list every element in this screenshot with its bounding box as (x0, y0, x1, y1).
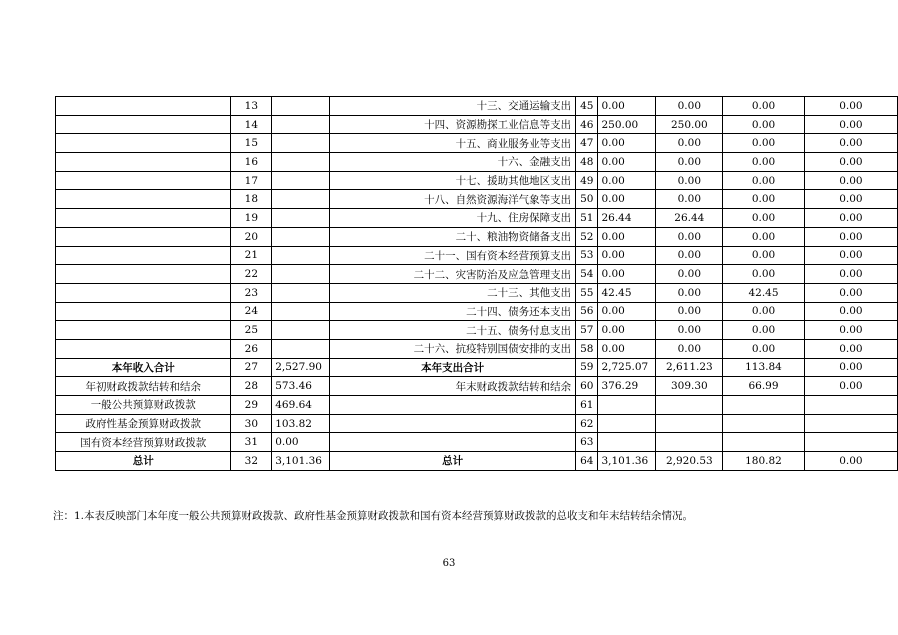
gov-fund-cell (723, 396, 805, 415)
expense-line-no: 61 (576, 396, 598, 415)
table-row (56, 190, 898, 209)
gov-fund-cell: 0.00 (723, 321, 805, 340)
table-row (56, 339, 898, 358)
income-item-cell (56, 321, 231, 340)
table-row (56, 396, 898, 415)
gov-fund-cell (723, 414, 805, 433)
income-amount-cell: 2,527.90 (272, 358, 330, 377)
expense-line-no: 57 (576, 321, 598, 340)
income-item-cell (56, 209, 231, 228)
gov-fund-cell: 42.45 (723, 283, 805, 302)
state-capital-cell: 0.00 (804, 115, 897, 134)
state-capital-cell: 0.00 (804, 265, 897, 284)
expense-item-cell: 二十六、抗疫特别国债安排的支出 (330, 339, 576, 358)
income-item-cell (56, 115, 231, 134)
expense-line-no: 59 (576, 358, 598, 377)
income-line-no: 25 (231, 321, 272, 340)
state-capital-cell: 0.00 (804, 190, 897, 209)
income-item-cell: 本年收入合计 (56, 358, 231, 377)
general-budget-cell: 0.00 (656, 265, 723, 284)
income-amount-cell (272, 190, 330, 209)
income-amount-cell (272, 265, 330, 284)
general-budget-cell (656, 433, 723, 452)
budget-table (55, 96, 898, 471)
gov-fund-cell: 0.00 (723, 115, 805, 134)
expense-line-no: 48 (576, 153, 598, 172)
gov-fund-cell: 0.00 (723, 246, 805, 265)
expense-item-cell: 二十三、其他支出 (330, 283, 576, 302)
expense-item-cell: 二十、粮油物资储备支出 (330, 227, 576, 246)
expense-line-no: 64 (576, 452, 598, 471)
general-budget-cell: 309.30 (656, 377, 723, 396)
income-line-no: 15 (231, 134, 272, 153)
income-item-cell: 国有资本经营预算财政拨款 (56, 433, 231, 452)
general-budget-cell: 0.00 (656, 246, 723, 265)
table-row (56, 171, 898, 190)
table-row (56, 433, 898, 452)
expense-line-no: 55 (576, 283, 598, 302)
income-line-no: 18 (231, 190, 272, 209)
income-amount-cell (272, 97, 330, 116)
expense-item-cell: 二十四、债务还本支出 (330, 302, 576, 321)
income-line-no: 29 (231, 396, 272, 415)
expense-item-cell: 十九、住房保障支出 (330, 209, 576, 228)
income-line-no: 31 (231, 433, 272, 452)
expense-item-cell: 十八、自然资源海洋气象等支出 (330, 190, 576, 209)
gov-fund-cell: 0.00 (723, 190, 805, 209)
expense-total-cell: 250.00 (598, 115, 656, 134)
income-line-no: 19 (231, 209, 272, 228)
expense-total-cell: 0.00 (598, 246, 656, 265)
expense-item-cell (330, 414, 576, 433)
income-line-no: 23 (231, 283, 272, 302)
table-row (56, 209, 898, 228)
expense-item-cell: 年末财政拨款结转和结余 (330, 377, 576, 396)
income-line-no: 13 (231, 97, 272, 116)
income-amount-cell (272, 153, 330, 172)
table-row (56, 452, 898, 471)
expense-line-no: 63 (576, 433, 598, 452)
income-item-cell (56, 283, 231, 302)
expense-line-no: 58 (576, 339, 598, 358)
table-row (56, 97, 898, 116)
state-capital-cell: 0.00 (804, 339, 897, 358)
table-row (56, 302, 898, 321)
state-capital-cell: 0.00 (804, 321, 897, 340)
expense-item-cell: 十五、商业服务业等支出 (330, 134, 576, 153)
income-amount-cell: 3,101.36 (272, 452, 330, 471)
general-budget-cell: 0.00 (656, 190, 723, 209)
table-row (56, 246, 898, 265)
general-budget-cell: 0.00 (656, 283, 723, 302)
income-item-cell (56, 190, 231, 209)
expense-total-cell: 0.00 (598, 134, 656, 153)
gov-fund-cell: 113.84 (723, 358, 805, 377)
income-amount-cell (272, 209, 330, 228)
gov-fund-cell: 0.00 (723, 171, 805, 190)
gov-fund-cell: 0.00 (723, 302, 805, 321)
income-line-no: 28 (231, 377, 272, 396)
expense-item-cell: 十四、资源勘探工业信息等支出 (330, 115, 576, 134)
expense-line-no: 53 (576, 246, 598, 265)
expense-total-cell: 0.00 (598, 153, 656, 172)
income-item-cell (56, 171, 231, 190)
gov-fund-cell: 0.00 (723, 134, 805, 153)
income-line-no: 26 (231, 339, 272, 358)
general-budget-cell: 0.00 (656, 321, 723, 340)
expense-line-no: 62 (576, 414, 598, 433)
state-capital-cell: 0.00 (804, 153, 897, 172)
page-number: 63 (442, 558, 456, 569)
expense-item-cell: 十六、金融支出 (330, 153, 576, 172)
general-budget-cell: 2,611.23 (656, 358, 723, 377)
expense-total-cell: 26.44 (598, 209, 656, 228)
income-line-no: 16 (231, 153, 272, 172)
gov-fund-cell: 0.00 (723, 97, 805, 116)
state-capital-cell: 0.00 (804, 227, 897, 246)
expense-item-cell: 总计 (330, 452, 576, 471)
expense-total-cell: 0.00 (598, 171, 656, 190)
table-row (56, 265, 898, 284)
income-item-cell (56, 302, 231, 321)
expense-line-no: 50 (576, 190, 598, 209)
expense-item-cell: 二十二、灾害防治及应急管理支出 (330, 265, 576, 284)
income-item-cell (56, 134, 231, 153)
expense-line-no: 46 (576, 115, 598, 134)
income-item-cell (56, 246, 231, 265)
state-capital-cell: 0.00 (804, 452, 897, 471)
gov-fund-cell (723, 433, 805, 452)
general-budget-cell (656, 396, 723, 415)
expense-total-cell: 0.00 (598, 321, 656, 340)
expense-total-cell: 0.00 (598, 339, 656, 358)
state-capital-cell: 0.00 (804, 377, 897, 396)
table-body (56, 97, 898, 471)
expense-total-cell: 3,101.36 (598, 452, 656, 471)
income-line-no: 22 (231, 265, 272, 284)
state-capital-cell: 0.00 (804, 246, 897, 265)
state-capital-cell: 0.00 (804, 302, 897, 321)
general-budget-cell: 0.00 (656, 302, 723, 321)
state-capital-cell: 0.00 (804, 283, 897, 302)
income-line-no: 14 (231, 115, 272, 134)
income-amount-cell (272, 302, 330, 321)
expense-total-cell: 0.00 (598, 97, 656, 116)
state-capital-cell: 0.00 (804, 209, 897, 228)
general-budget-cell: 250.00 (656, 115, 723, 134)
gov-fund-cell: 0.00 (723, 265, 805, 284)
general-budget-cell: 0.00 (656, 171, 723, 190)
income-amount-cell (272, 134, 330, 153)
gov-fund-cell: 180.82 (723, 452, 805, 471)
table-row (56, 358, 898, 377)
income-line-no: 24 (231, 302, 272, 321)
income-line-no: 20 (231, 227, 272, 246)
expense-line-no: 47 (576, 134, 598, 153)
expense-total-cell: 0.00 (598, 302, 656, 321)
state-capital-cell: 0.00 (804, 171, 897, 190)
expense-item-cell: 本年支出合计 (330, 358, 576, 377)
gov-fund-cell: 0.00 (723, 339, 805, 358)
income-item-cell (56, 227, 231, 246)
table-row (56, 283, 898, 302)
state-capital-cell: 0.00 (804, 358, 897, 377)
general-budget-cell: 2,920.53 (656, 452, 723, 471)
table-row (56, 153, 898, 172)
expense-item-cell: 二十一、国有资本经营预算支出 (330, 246, 576, 265)
income-amount-cell (272, 321, 330, 340)
state-capital-cell (804, 433, 897, 452)
income-amount-cell: 573.46 (272, 377, 330, 396)
general-budget-cell: 26.44 (656, 209, 723, 228)
footnote: 注：1.本表反映部门本年度一般公共预算财政拨款、政府性基金预算财政拨款和国有资本经营预算财政拨款的总收支和年末结转结余情况。 (53, 510, 694, 522)
expense-line-no: 56 (576, 302, 598, 321)
income-line-no: 30 (231, 414, 272, 433)
income-amount-cell (272, 115, 330, 134)
gov-fund-cell: 0.00 (723, 153, 805, 172)
income-line-no: 32 (231, 452, 272, 471)
expense-line-no: 54 (576, 265, 598, 284)
income-amount-cell: 103.82 (272, 414, 330, 433)
state-capital-cell: 0.00 (804, 134, 897, 153)
expense-item-cell (330, 396, 576, 415)
table-row (56, 134, 898, 153)
income-item-cell (56, 153, 231, 172)
income-item-cell: 总计 (56, 452, 231, 471)
expense-line-no: 49 (576, 171, 598, 190)
expense-total-cell: 42.45 (598, 283, 656, 302)
general-budget-cell: 0.00 (656, 153, 723, 172)
income-item-cell: 一般公共预算财政拨款 (56, 396, 231, 415)
state-capital-cell (804, 396, 897, 415)
income-item-cell (56, 339, 231, 358)
income-line-no: 21 (231, 246, 272, 265)
state-capital-cell (804, 414, 897, 433)
table-row (56, 377, 898, 396)
expense-total-cell (598, 396, 656, 415)
income-amount-cell (272, 171, 330, 190)
income-amount-cell (272, 339, 330, 358)
income-amount-cell: 469.64 (272, 396, 330, 415)
expense-total-cell (598, 433, 656, 452)
general-budget-cell: 0.00 (656, 339, 723, 358)
expense-line-no: 45 (576, 97, 598, 116)
income-item-cell (56, 97, 231, 116)
state-capital-cell: 0.00 (804, 97, 897, 116)
expense-line-no: 60 (576, 377, 598, 396)
gov-fund-cell: 66.99 (723, 377, 805, 396)
expense-total-cell: 0.00 (598, 190, 656, 209)
table-row (56, 115, 898, 134)
income-item-cell (56, 265, 231, 284)
expense-item-cell: 二十五、债务付息支出 (330, 321, 576, 340)
table-row (56, 227, 898, 246)
income-line-no: 27 (231, 358, 272, 377)
income-amount-cell (272, 246, 330, 265)
general-budget-cell (656, 414, 723, 433)
expense-item-cell: 十七、援助其他地区支出 (330, 171, 576, 190)
expense-item-cell (330, 433, 576, 452)
expense-total-cell: 2,725.07 (598, 358, 656, 377)
income-amount-cell: 0.00 (272, 433, 330, 452)
income-item-cell: 年初财政拨款结转和结余 (56, 377, 231, 396)
gov-fund-cell: 0.00 (723, 209, 805, 228)
general-budget-cell: 0.00 (656, 134, 723, 153)
expense-line-no: 52 (576, 227, 598, 246)
general-budget-cell: 0.00 (656, 227, 723, 246)
income-line-no: 17 (231, 171, 272, 190)
expense-total-cell (598, 414, 656, 433)
expense-total-cell: 0.00 (598, 227, 656, 246)
income-amount-cell (272, 227, 330, 246)
table-row (56, 321, 898, 340)
gov-fund-cell: 0.00 (723, 227, 805, 246)
income-amount-cell (272, 283, 330, 302)
expense-total-cell: 0.00 (598, 265, 656, 284)
general-budget-cell: 0.00 (656, 97, 723, 116)
expense-total-cell: 376.29 (598, 377, 656, 396)
table-row (56, 414, 898, 433)
expense-item-cell: 十三、交通运输支出 (330, 97, 576, 116)
income-item-cell: 政府性基金预算财政拨款 (56, 414, 231, 433)
expense-line-no: 51 (576, 209, 598, 228)
